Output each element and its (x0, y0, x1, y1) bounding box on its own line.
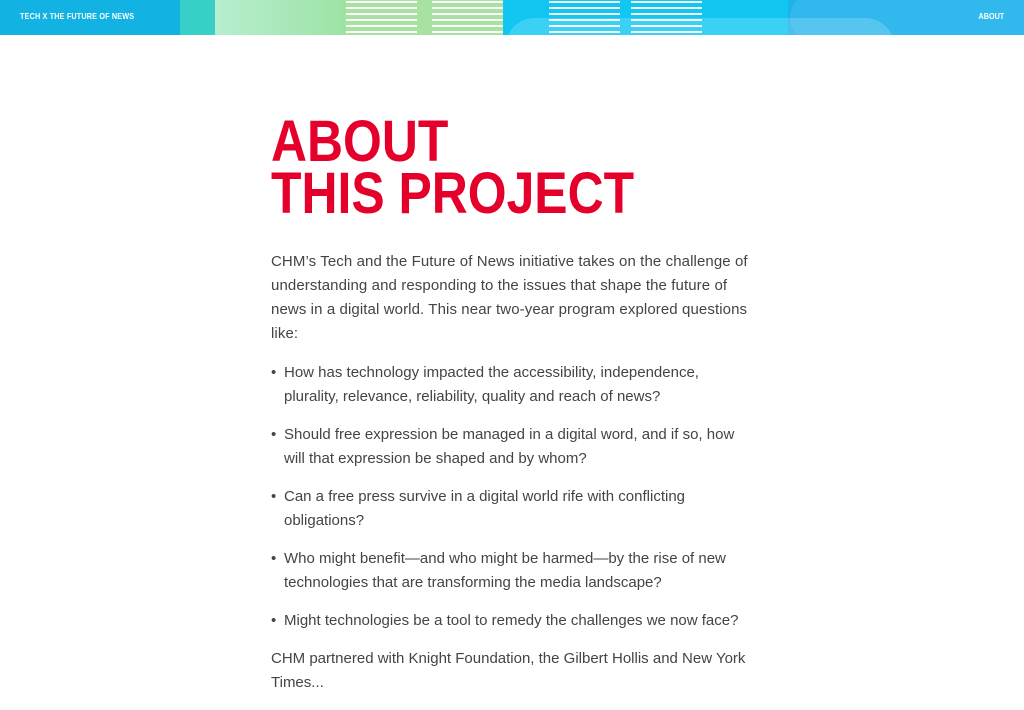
page-title (271, 109, 687, 226)
outro-paragraph: CHM partnered with Knight Foundation, the Gilbert Hollis and New York Times... (271, 650, 746, 691)
nav-about-link[interactable]: ABOUT (978, 11, 1004, 21)
page-title-line2: THIS PROJECT (271, 161, 635, 226)
list-item: • Should free expression be managed in a digital word, and if so, how will that expression be shaped and by whom? (271, 423, 755, 471)
question-list (271, 361, 755, 633)
stripe-decoration (549, 1, 620, 33)
page-title-line1: ABOUT (271, 109, 449, 174)
list-item: • Might technologies be a tool to remedy the challenges we now face? (271, 609, 755, 633)
header-bar (0, 0, 1024, 35)
list-item: • How has technology impacted the accessibility, independence, plurality, relevance, reliability, quality and reach of news? (271, 361, 755, 409)
stripe-decoration (432, 1, 503, 33)
header-band (215, 0, 345, 35)
list-item: • Who might benefit—and who might be harmed—by the rise of new technologies that are transforming the media landscape? (271, 547, 755, 595)
site-brand-link[interactable]: TECH X THE FUTURE OF NEWS (20, 11, 135, 21)
header-band (180, 0, 215, 35)
list-item: • Can a free press survive in a digital world rife with conflicting obligations? (271, 485, 755, 533)
main-content (271, 109, 755, 710)
stripe-decoration (631, 1, 702, 33)
intro-paragraph: CHM’s Tech and the Future of News initiative takes on the challenge of understanding and responding to the issues that shape the future of news in a digital world. This near two-year program explored questions like: (271, 253, 748, 342)
stripe-decoration (346, 1, 417, 33)
